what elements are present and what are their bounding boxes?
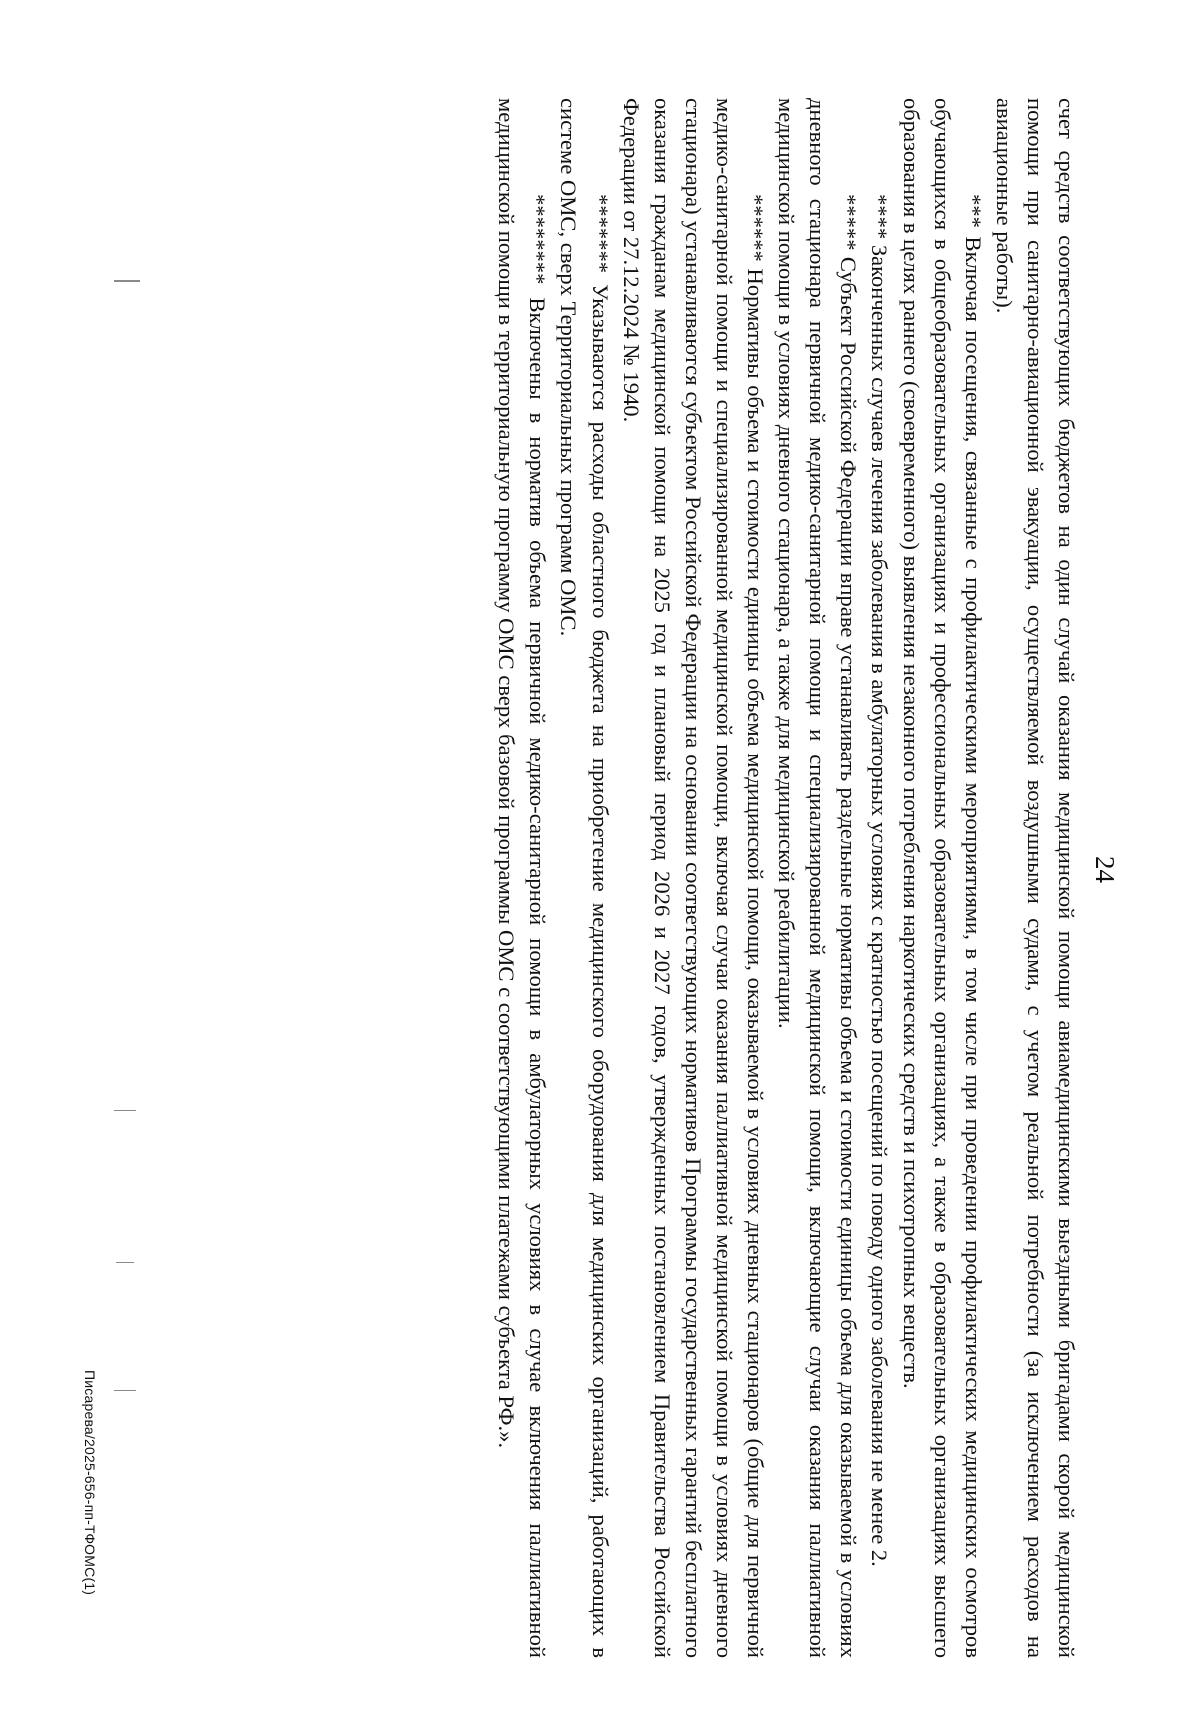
paragraph-continuation: счет средств соответствующих бюджетов на один случай оказания медицинской помощи авиамедицинскими выездными бригадами скорой медицинской помощи при санитарно-авиационной эвакуации, осуществляемой воздушными судами, с учетом реальной потребности (за исключением расходов на авиационные работы).	[991, 98, 1079, 1658]
document-registration-code: Писарева/2025-656-пп-ТФОМС(1)	[82, 1370, 98, 1596]
scan-artifact	[114, 280, 140, 282]
footnote-7-stars: ******* Указываются расходы областного бюджета на приобретение медицинского оборудования для медицинских организаций, работающих в системе ОМС, сверх Территориальных программ ОМС.	[556, 98, 613, 1658]
page-number: 24	[1090, 856, 1120, 883]
footnotes-text	[491, 98, 1082, 1658]
footnote-5-stars: ***** Субъект Российской Федерации вправе устанавливать раздельные нормативы объема и стоимости единицы объема для оказываемой в условиях дневного стационара первичной медико-санитарной помощи и специализированной медицинской помощи, включающие случаи оказания паллиативной медицинской помощи в условиях дневного стационара, а также для медицинской реабилитации.	[774, 98, 862, 1658]
footnote-3-stars: *** Включая посещения, связанные с профилактическими мероприятиями, в том числе при проведении профилактических медицинских осмотров обучающихся в общеобразовательных организациях и профессиональных образовательных организациях, а также в образовательных организациях высшего образования в целях раннего (своевременного) выявления незаконного потребления наркотических средств и психотропных веществ.	[898, 98, 986, 1658]
scan-artifact	[114, 1110, 136, 1111]
scan-artifact	[114, 1390, 136, 1391]
footnote-4-stars: **** Законченных случаев лечения заболевания в амбулаторных условиях с кратностью посещений по поводу одного заболевания не менее 2.	[867, 194, 893, 1567]
scan-artifact	[116, 1262, 134, 1263]
footnote-6-stars: ****** Нормативы объема и стоимости единицы объема медицинской помощи, оказываемой в условиях дневных стационаров (общие для первичной медико-санитарной помощи и специализированной медицинской помощи, включая случаи оказания паллиативной медицинской помощи в условиях дневного стационара) устанавливаются субъектом Российской Федерации на основании соответствующих нормативов Программы государственных гарантий бесплатного оказания гражданам медицинской помощи на 2025 год и плановый период 2026 и 2027 годов, утвержденных постановлением Правительства Российской Федерации от 27.12.2024 № 1940.	[618, 98, 769, 1658]
footnote-8-stars: ******** Включены в норматив объема первичной медико-санитарной помощи в амбулаторных условиях в случае включения паллиативной медицинской помощи в территориальную программу ОМС сверх базовой программы ОМС с соответствующими платежами субъекта РФ.».	[494, 98, 551, 1658]
